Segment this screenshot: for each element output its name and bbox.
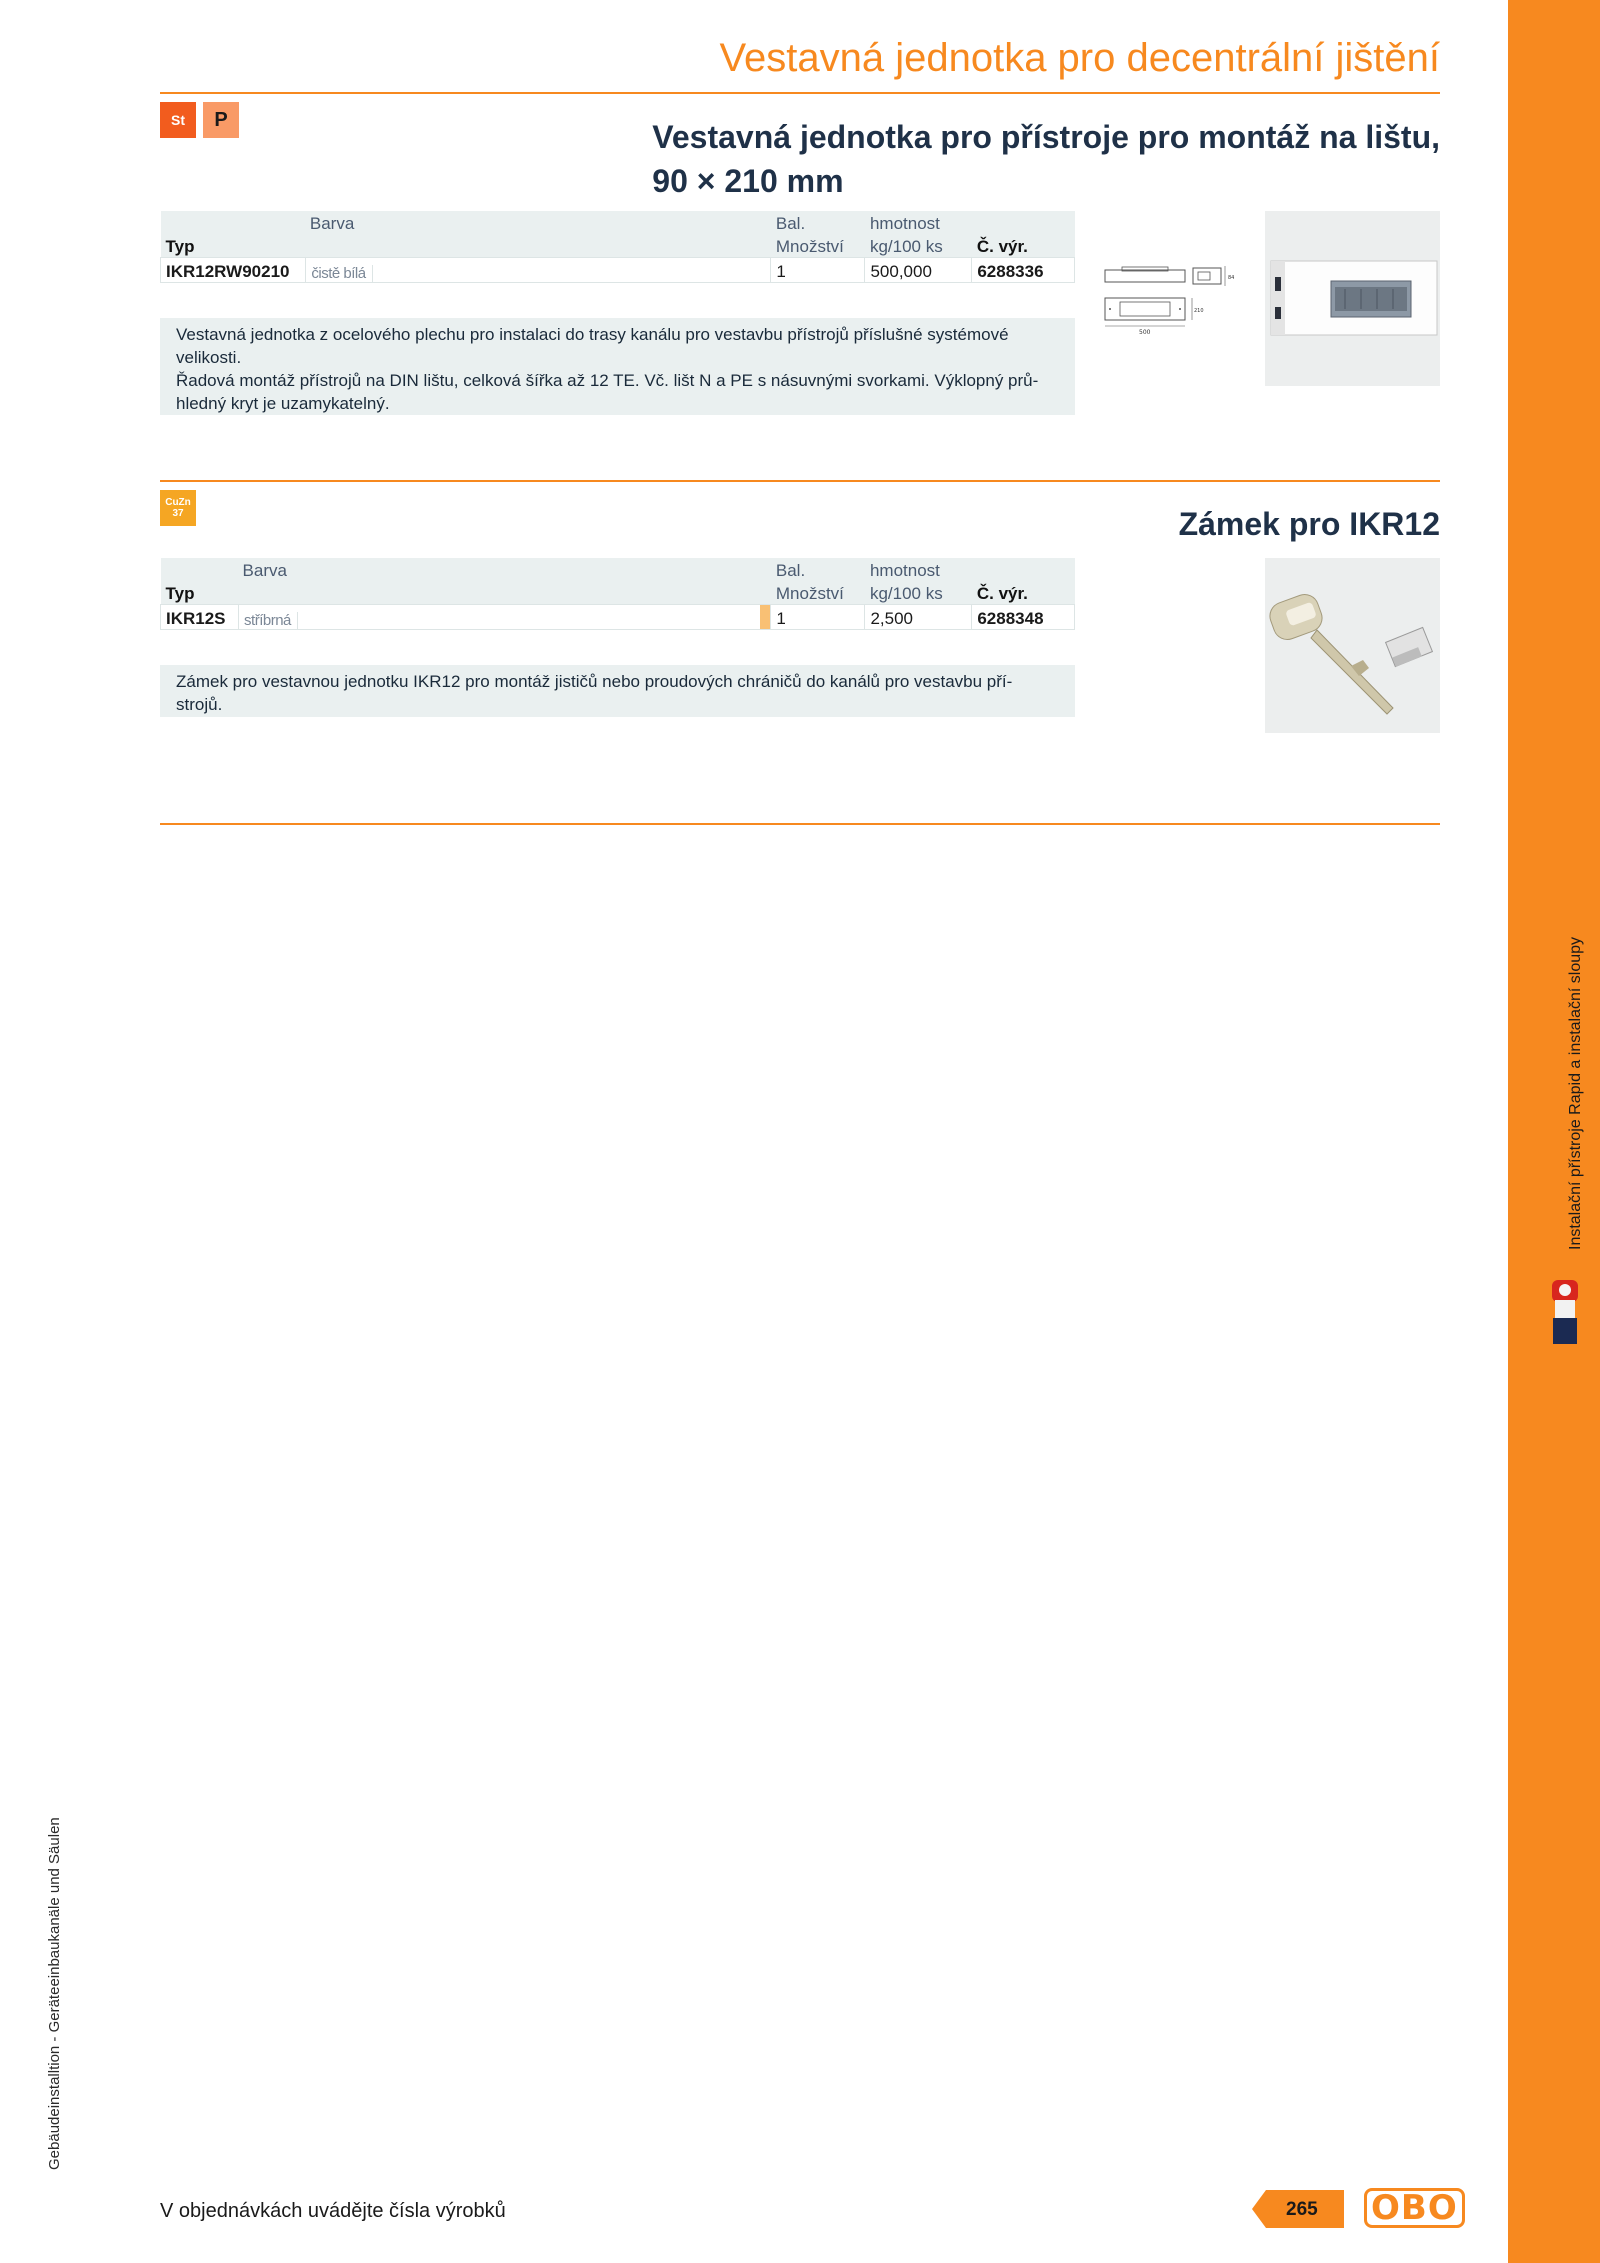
table-row [161,605,1075,630]
cell-kg: 500,000 [865,258,972,283]
section-label: Gebäudeinstalltion - Geräteeinbaukanäle und Säulen [46,1817,63,2170]
chapter-icon [1548,1278,1582,1348]
product2-photo [1265,558,1440,733]
product1-description [160,318,1075,415]
header-barva: Barva [306,211,771,234]
section-divider [160,480,1440,482]
desc-line: hledný kryt je uzamykatelný. [176,394,390,413]
product1-title-line1: Vestavná jednotka pro přístroje pro montáž na lištu, [652,119,1440,155]
header-kg: kg/100 ks [865,581,972,605]
badge-line2: 37 [172,508,184,519]
material-badge-p: P [203,102,239,138]
desc-line: Řadová montáž přístrojů na DIN lištu, celková šířka až 12 TE. Vč. lišt N a PE s násuvnými svorkami. Výklopný prů- [176,371,1039,390]
cell-cvyr: 6288336 [972,258,1075,283]
table-row [161,258,1075,283]
product2-description [160,665,1075,717]
product1-title [652,115,1440,203]
product1-photo [1265,211,1440,386]
header-divider [160,92,1440,94]
page-number-label: 265 [1286,2199,1318,2220]
header-mnozstvi: Množství [771,581,865,605]
header-cvyr: Č. výr. [972,234,1075,258]
cell-typ: IKR12RW90210 [161,258,306,283]
cell-barva: stříbrná [239,605,771,630]
section-divider [160,823,1440,825]
header-kg: kg/100 ks [865,234,972,258]
header-mnozstvi: Množství [771,234,865,258]
obo-logo: OBO [1364,2188,1465,2228]
material-badge-cuzn [160,490,196,526]
page-number [1252,2190,1344,2228]
cell-cvyr: 6288348 [972,605,1075,630]
header-bal: Bal. [771,558,865,581]
color-swatch [760,605,770,629]
badge-line1: CuZn [165,497,191,508]
header-cvyr: Č. výr. [972,581,1075,605]
desc-line: strojů. [176,695,223,714]
cell-typ: IKR12S [161,605,239,630]
header-barva: Barva [239,558,771,581]
material-badge-st: St [160,102,196,138]
cell-bal: 1 [771,605,865,630]
product1-technical-drawing [1100,262,1240,346]
side-band [1508,0,1600,2263]
product2-title: Zámek pro IKR12 [1178,506,1440,542]
cell-kg: 2,500 [865,605,972,630]
product2-spec-table [160,558,1075,630]
header-typ: Typ [161,234,306,258]
header-hmotnost: hmotnost [865,558,972,581]
drawing-height-label: 210 [1194,308,1204,314]
header-hmotnost: hmotnost [865,211,972,234]
product1-spec-table [160,211,1075,283]
page-title: Vestavná jednotka pro decentrální jištění [719,36,1440,80]
product1-title-line2: 90 × 210 mm [652,163,844,199]
desc-line: Vestavná jednotka z ocelového plechu pro instalaci do trasy kanálu pro vestavbu přístrojů příslušné systémové [176,325,1009,344]
desc-line: Zámek pro vestavnou jednotku IKR12 pro montáž jističů nebo proudových chráničů do kanálů pro vestavbu pří- [176,672,1013,691]
header-bal: Bal. [771,211,865,234]
header-typ: Typ [161,581,239,605]
chapter-label: Instalační přístroje Rapid a instalační sloupy [1567,936,1584,1250]
drawing-width-label: 500 [1139,329,1151,336]
cell-barva: čistě bílá [306,258,771,283]
cell-bal: 1 [771,258,865,283]
desc-line: velikosti. [176,348,242,367]
drawing-depth-label: 84 [1228,275,1235,281]
footer-note: V objednávkách uvádějte čísla výrobků [160,2200,506,2222]
